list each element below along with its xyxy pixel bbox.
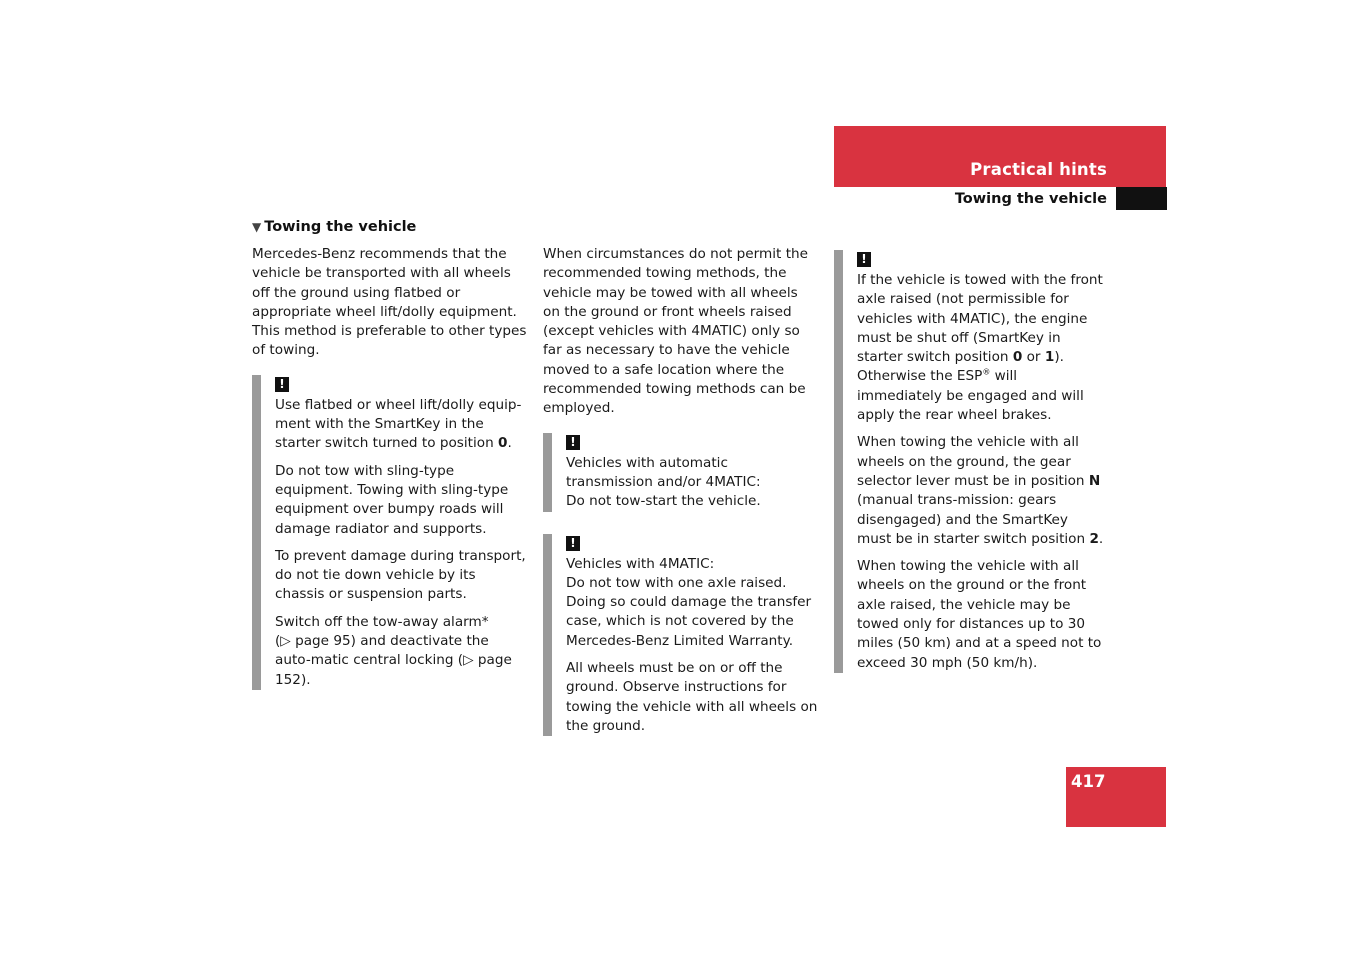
text: Do not tow with one axle raised. Doing so could damage the transfer case, which is not covered by the Mercedes-Benz Limited Warranty.: [566, 574, 812, 649]
column-1: [252, 245, 527, 690]
column-3: [834, 250, 1106, 673]
note-paragraph: [275, 613, 527, 690]
note-paragraph: [275, 396, 527, 454]
text: ). Otherwise the ESP: [857, 349, 1064, 385]
position-value: 0: [1012, 349, 1023, 366]
text: Switch off the tow-away alarm*: [275, 613, 489, 630]
position-value: 0: [498, 435, 508, 452]
note-paragraph: All wheels must be on or off the ground. Observe instructions for towing the vehicle with all wheels on the ground.: [566, 660, 818, 734]
position-value: 1: [1044, 349, 1055, 366]
note-paragraph: Do not tow with sling-type equipment. Towing with sling-type equipment over bumpy roads will damage radiator and supports.: [275, 462, 509, 537]
text: If the vehicle is towed with the front axle raised (not permissible for vehicles with 4MATIC), the engine must be shut off (SmartKey in starter switch position: [857, 272, 1103, 366]
col1-intro: Mercedes-Benz recommends that the vehicle be transported with all wheels off the ground using flatbed or appropriate wheel lift/dolly equipment. This method is preferable to other types of towing.: [252, 246, 527, 359]
triangle-down-icon: ▼: [252, 220, 262, 234]
note-paragraph: To prevent damage during transport, do not tie down vehicle by its chassis or suspension parts.: [275, 547, 526, 603]
warning-note-4: [834, 250, 1106, 673]
note-paragraph: [857, 433, 1106, 549]
warning-icon: !: [566, 435, 580, 450]
warning-note-3: [543, 534, 818, 737]
note-paragraph: When towing the vehicle with all wheels on the ground or the front axle raised, the vehicle may be towed only for distances up to 30 miles (50 km) and at a speed not to exceed 30 mph (50 km/h).: [857, 558, 1102, 671]
warning-icon: !: [857, 252, 871, 267]
warning-note-2: [543, 433, 818, 512]
note-paragraph: [566, 454, 818, 512]
thumb-tab: [1116, 187, 1167, 210]
registered-mark: ®: [982, 367, 991, 377]
warning-icon: !: [566, 536, 580, 551]
text: Use flatbed or wheel lift/dolly equip-ment with the SmartKey in the starter switch turned to position: [275, 396, 522, 452]
subsection-title: Towing the vehicle: [954, 191, 1107, 207]
note-paragraph: [566, 555, 818, 651]
text: When towing the vehicle with all wheels on the ground, the gear selector lever must be in position: [857, 434, 1089, 489]
page-reference: (▷ page 95) and deactivate the auto-matic central locking (▷ page 152).: [275, 633, 512, 688]
position-value: 2: [1089, 530, 1099, 547]
text: or: [1022, 349, 1045, 366]
note-paragraph: [857, 271, 1106, 425]
text: Vehicles with 4MATIC:: [566, 555, 715, 572]
warning-note-1: [252, 375, 527, 690]
text: Do not tow-start the vehicle.: [566, 493, 761, 510]
text: Vehicles with automatic transmission and/or 4MATIC:: [566, 454, 761, 490]
page-heading: [252, 219, 416, 235]
text: will immediately be engaged and will apply the rear wheel brakes.: [857, 368, 1084, 424]
page-number: 417: [1071, 772, 1106, 791]
text: .: [1098, 530, 1104, 547]
heading-text: Towing the vehicle: [264, 219, 417, 235]
text: (manual trans-mission: gears disengaged) and the SmartKey must be in starter switch position: [857, 492, 1090, 547]
text: .: [507, 435, 512, 452]
position-value: N: [1088, 472, 1101, 489]
col2-intro: When circumstances do not permit the recommended towing methods, the vehicle may be towed with all wheels on the ground or front wheels raised (except vehicles with 4MATIC) only so far as necessary to have the vehicle moved to a safe location where the recommended towing methods can be employed.: [543, 246, 808, 417]
section-title: Practical hints: [970, 160, 1107, 179]
warning-icon: !: [275, 377, 289, 392]
column-2: [543, 245, 818, 736]
